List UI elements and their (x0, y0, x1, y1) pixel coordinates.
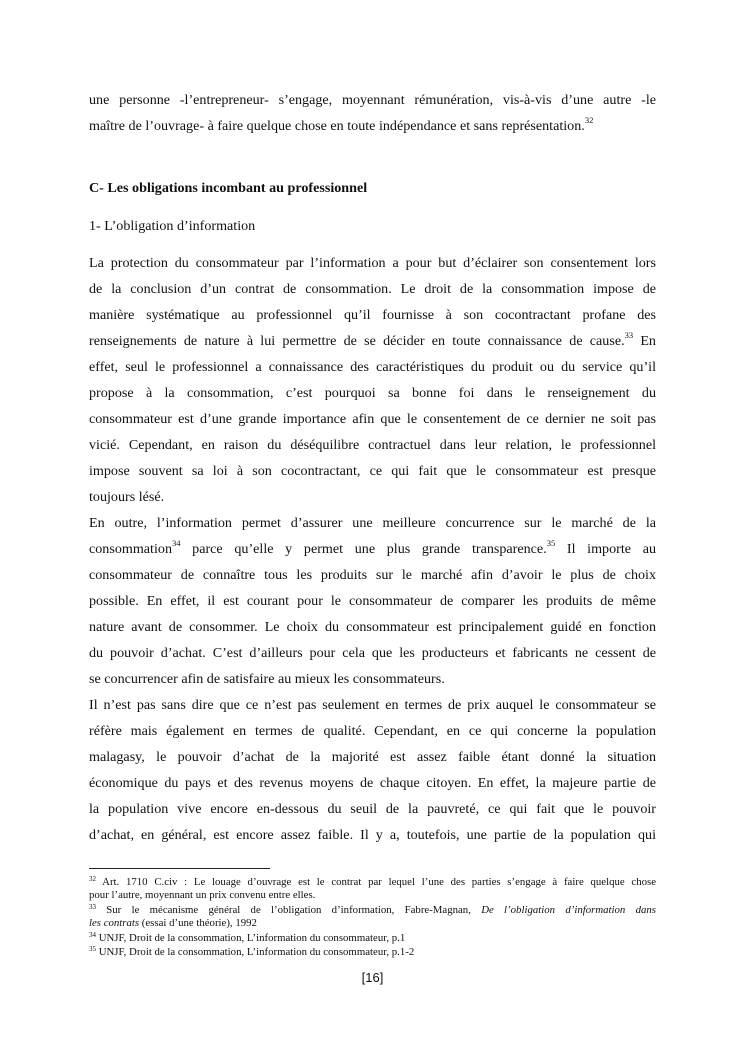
text-line: du pouvoir d’achat. C’est d’ailleurs pour cela que les producteurs et fabricants ne cessent de (89, 645, 656, 661)
paragraph (89, 692, 656, 848)
text-line: consommateur est d’une grande importance afin que le consentement de ce dernier ne soit pas (89, 411, 656, 427)
text-line: effet, seul le professionnel a connaissance des caractéristiques du produit ou du service qu’il (89, 359, 656, 375)
text-line: se concurrencer afin de satisfaire au mieux les consommateurs. (89, 671, 445, 687)
footnote-ref: 32 (584, 115, 594, 125)
text-line: toujours lésé. (89, 489, 165, 505)
intro-paragraph (89, 87, 656, 139)
text-line: En outre, l’information permet d’assurer une meilleure concurrence sur le marché de la (89, 515, 656, 531)
text-line: consommateur de connaître tous les produits sur le marché afin d’avoir le plus de choix (89, 567, 656, 583)
footnote-number: 32 (89, 875, 96, 883)
text-line: consommation$^{34}$ parce qu’elle y permet une plus grande transparence.$^{35}$ Il importe au (89, 538, 656, 557)
footnote-ref: 35 (546, 538, 556, 548)
text-line: impose souvent sa loi à son cocontractant, ce qui fait que le consommateur est presque (89, 463, 656, 479)
footnote-ref: 33 (624, 330, 634, 340)
footnote: $^{35}$ UNJF, Droit de la consommation, L’information du consommateur, p.1-2 (89, 945, 415, 958)
footnote-number: 33 (89, 903, 96, 911)
footnote-number: 34 (89, 931, 96, 939)
text-line: nature avant de consommer. Le choix du consommateur est principalement guidé en fonction (89, 619, 656, 635)
text-line: renseignements de nature à lui permettre de se décider en toute connaissance de cause.$^{33}$ En (89, 330, 656, 349)
section-heading: C- Les obligations incombant au professionnel (89, 180, 368, 196)
text-line: Il n’est pas sans dire que ce n’est pas seulement en termes de prix auquel le consommateur se (89, 697, 656, 713)
subsection-heading: 1- L’obligation d’information (89, 218, 256, 234)
footnote: $^{32}$ Art. 1710 C.civ : Le louage d’ouvrage est le contrat par lequel l’une des parties s’engage à faire quelque chose pour l’autre, moyennant un prix convenu entre elles. (89, 875, 656, 901)
text-line: malagasy, le pouvoir d’achat de la majorité est assez faible étant donné la situation (89, 749, 656, 765)
footnote-number: 35 (89, 945, 96, 953)
text-line: possible. En effet, il est courant pour le consommateur de comparer les produits de même (89, 593, 656, 609)
text-line: d’achat, en général, est encore assez faible. Il y a, toutefois, une partie de la population qui (89, 827, 656, 843)
text-line: la population vive encore en-dessous du seuil de la pauvreté, ce qui fait que le pouvoir (89, 801, 656, 817)
text-line: La protection du consommateur par l’information a pour but d’éclairer son consentement lors (89, 255, 656, 271)
footnote-separator (89, 868, 270, 869)
paragraph (89, 250, 656, 510)
text-line: vicié. Cependant, en raison du déséquilibre contractuel dans leur relation, le professionnel (89, 437, 656, 453)
page-number: [16] (361, 970, 384, 985)
text-line: manière systématique au professionnel qu’il fournisse à son cocontractant profane des (89, 307, 656, 323)
footnote: $^{34}$ UNJF, Droit de la consommation, L’information du consommateur, p.1 (89, 931, 406, 944)
text-line: économique du pays et des revenus moyens de chaque citoyen. En effet, la majeure partie de (89, 775, 656, 791)
text-line: une personne -l’entrepreneur- s’engage, moyennant rémunération, vis-à-vis d’une autre -le (89, 92, 656, 108)
footnote: $^{33}$ Sur le mécanisme général de l’obligation d’information, Fabre-Magnan, De l’obligation d’information dans les contrats (essai d’une théorie), 1992 (89, 903, 656, 929)
footnote-ref: 34 (172, 538, 181, 548)
paragraph (89, 510, 656, 692)
text-line: propose à la consommation, c’est pourquoi sa bonne foi dans le renseignement du (89, 385, 656, 401)
text-line: réfère mais également en termes de qualité. Cependant, en ce qui concerne la population (89, 723, 656, 739)
text-line: de la conclusion d’un contrat de consommation. Le droit de la consommation impose de (89, 281, 656, 297)
text-line: maître de l’ouvrage- à faire quelque chose en toute indépendance et sans représentation.$^{32}$ (89, 115, 594, 134)
